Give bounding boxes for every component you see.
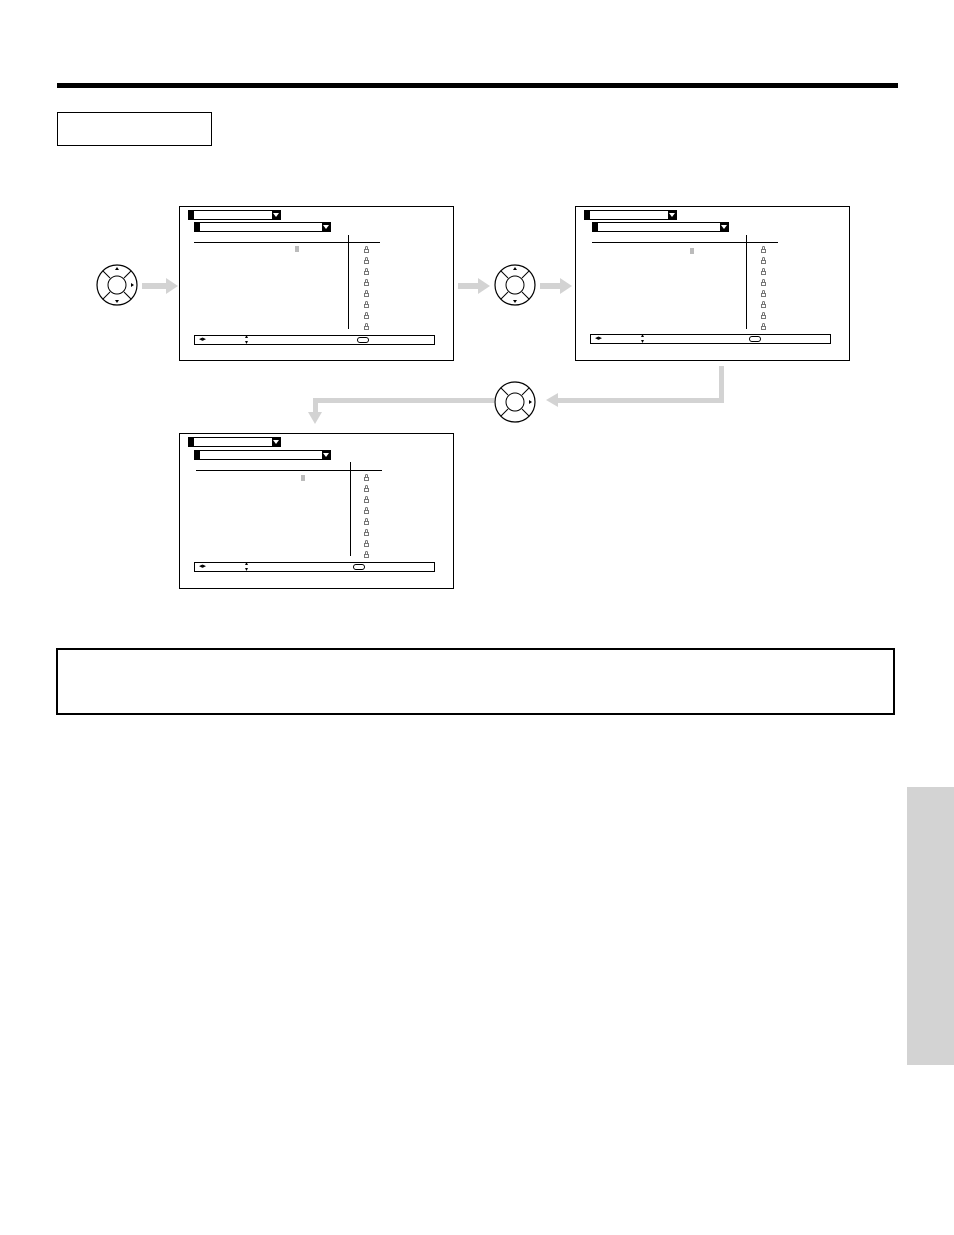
flow-arrow-icon xyxy=(540,278,572,294)
tv-menu-screen-1 xyxy=(179,206,454,361)
up-down-arrows-icon: ▴ ▾ xyxy=(641,333,645,345)
column-divider xyxy=(350,462,351,556)
selection-marker xyxy=(690,248,694,254)
column-divider xyxy=(348,235,349,329)
menu-dropdown[interactable] xyxy=(188,437,281,447)
remote-dpad-icon xyxy=(495,382,535,422)
submenu-dropdown[interactable] xyxy=(592,222,729,232)
lock-icon xyxy=(761,249,766,253)
lock-icon xyxy=(364,260,369,264)
lock-icon xyxy=(761,260,766,264)
lock-icon xyxy=(364,477,369,481)
list-divider xyxy=(592,242,778,243)
selection-marker xyxy=(295,246,299,252)
up-down-arrows-icon: ▴ ▾ xyxy=(245,334,249,346)
button-pill-icon xyxy=(749,336,761,342)
left-right-arrows-icon: ◂▸ xyxy=(595,335,603,342)
lock-icon xyxy=(364,315,369,319)
lock-icon xyxy=(364,271,369,275)
help-bar xyxy=(194,335,435,345)
help-bar xyxy=(194,562,435,572)
lock-icon xyxy=(761,315,766,319)
up-down-arrows-icon: ▴ ▾ xyxy=(245,561,249,573)
lock-icon xyxy=(364,532,369,536)
lock-icon xyxy=(364,304,369,308)
lock-icon xyxy=(364,521,369,525)
list-divider xyxy=(196,470,382,471)
submenu-dropdown[interactable] xyxy=(194,222,331,232)
lock-icon xyxy=(364,554,369,558)
remote-dpad-icon xyxy=(97,265,137,305)
submenu-dropdown[interactable] xyxy=(194,450,331,460)
menu-dropdown[interactable] xyxy=(188,210,281,220)
help-bar xyxy=(590,334,831,344)
lock-icon xyxy=(364,326,369,330)
menu-dropdown[interactable] xyxy=(584,210,677,220)
button-pill-icon xyxy=(353,564,365,570)
lock-icon xyxy=(364,488,369,492)
remote-dpad-icon xyxy=(495,265,535,305)
side-section-tab xyxy=(907,787,954,1065)
lock-icon xyxy=(364,249,369,253)
lock-icon xyxy=(364,510,369,514)
flow-arrow-icon xyxy=(458,278,490,294)
flow-arrow-icon xyxy=(546,366,724,407)
tv-menu-screen-3 xyxy=(179,433,454,589)
lock-icon xyxy=(761,326,766,330)
left-right-arrows-icon: ◂▸ xyxy=(199,563,207,570)
selection-marker xyxy=(301,475,305,481)
flow-arrow-icon xyxy=(142,278,178,294)
flow-arrow-icon xyxy=(308,398,494,424)
lock-icon xyxy=(761,304,766,308)
lock-icon xyxy=(364,282,369,286)
lock-icon xyxy=(364,499,369,503)
left-right-arrows-icon: ◂▸ xyxy=(199,336,207,343)
list-divider xyxy=(194,242,380,243)
lock-icon xyxy=(364,293,369,297)
lock-icon xyxy=(364,543,369,547)
note-box xyxy=(56,648,895,715)
lock-icon xyxy=(761,293,766,297)
tv-menu-screen-2 xyxy=(575,206,850,361)
lock-icon xyxy=(761,282,766,286)
button-pill-icon xyxy=(357,337,369,343)
lock-icon xyxy=(761,271,766,275)
column-divider xyxy=(746,235,747,329)
